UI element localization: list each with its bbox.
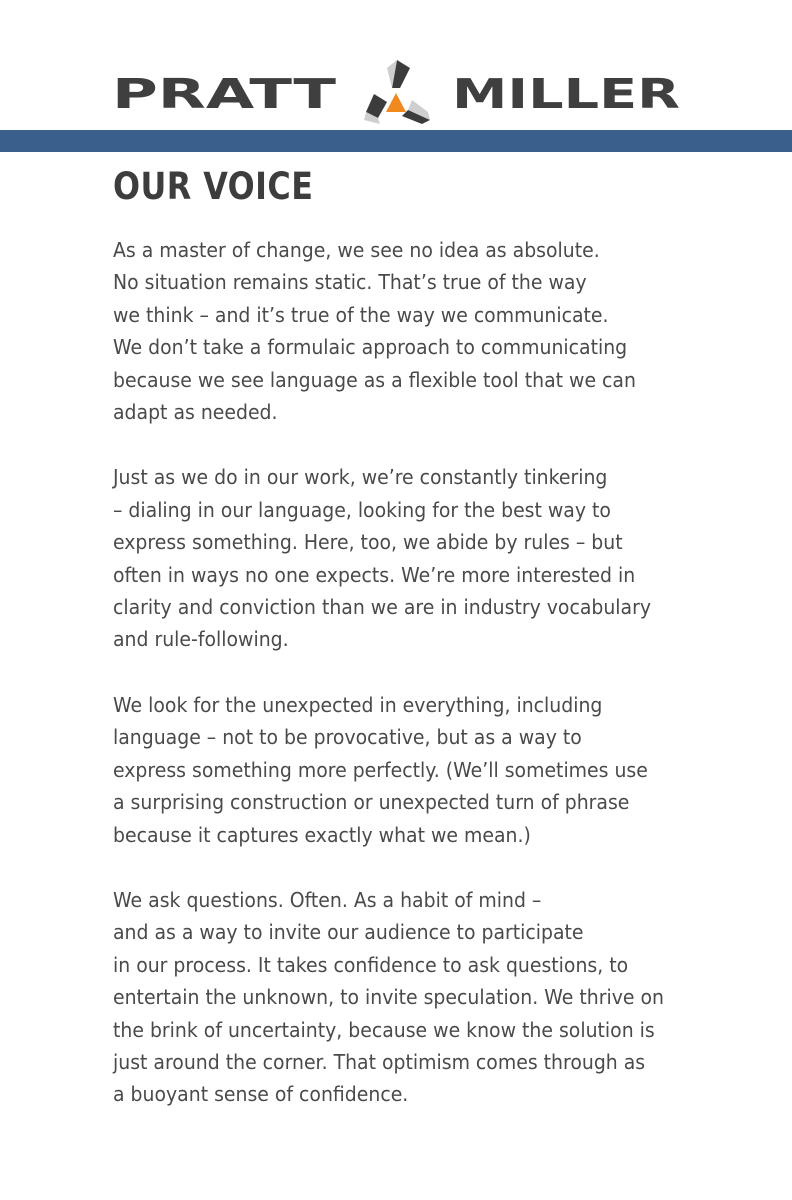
paragraph-1 (113, 234, 773, 428)
text-line: We look for the unexpected in everything, including (113, 692, 603, 717)
text-line: As a master of change, we see no idea as absolute. (113, 238, 600, 262)
text-line: just around the corner. That optimism comes through as (113, 1049, 646, 1074)
text-line: a surprising construction or unexpected turn of phrase (113, 790, 630, 815)
text-line: and rule-following. (113, 627, 289, 652)
body-copy (113, 234, 773, 1144)
text-line: often in ways no one expects. We’re more interested in (113, 562, 636, 587)
text-line: – dialing in our language, looking for the best way to (113, 497, 611, 522)
header-divider-bar (0, 130, 792, 152)
text-line: Just as we do in our work, we’re constantly tinkering (113, 465, 608, 490)
text-line: in our process. It takes confidence to ask questions, to (113, 952, 629, 977)
text-line: We don’t take a formulaic approach to communicating (113, 335, 628, 360)
pratt-miller-tri-blade-mark-icon (364, 60, 430, 124)
logo-word-right: MILLER (452, 70, 680, 118)
text-line: we think – and it’s true of the way we communicate. (113, 302, 609, 327)
text-line: No situation remains static. That’s true of the way (113, 270, 587, 295)
text-line: express something more perfectly. (We’ll sometimes use (113, 757, 648, 782)
text-line: We ask questions. Often. As a habit of mind – (113, 887, 542, 912)
text-line: because we see language as a flexible tool that we can (113, 367, 636, 392)
text-line: language – not to be provocative, but as a way to (113, 725, 582, 750)
text-line: entertain the unknown, to invite speculation. We thrive on (113, 985, 664, 1010)
text-line: the brink of uncertainty, because we know the solution is (113, 1017, 655, 1042)
text-line: and as a way to invite our audience to participate (113, 920, 584, 945)
text-line: a buoyant sense of confidence. (113, 1082, 409, 1107)
text-line: express something. Here, too, we abide by rules – but (113, 530, 623, 555)
text-line: adapt as needed. (113, 400, 278, 425)
paragraph-4 (113, 884, 773, 1111)
text-line: clarity and conviction than we are in industry vocabulary (113, 595, 652, 620)
paragraph-2 (113, 461, 773, 655)
paragraph-3 (113, 689, 773, 851)
logo-word-left: PRATT (112, 70, 337, 118)
brand-logo (112, 60, 682, 126)
text-line: because it captures exactly what we mean.) (113, 822, 531, 847)
section-title: OUR VOICE (113, 165, 314, 208)
